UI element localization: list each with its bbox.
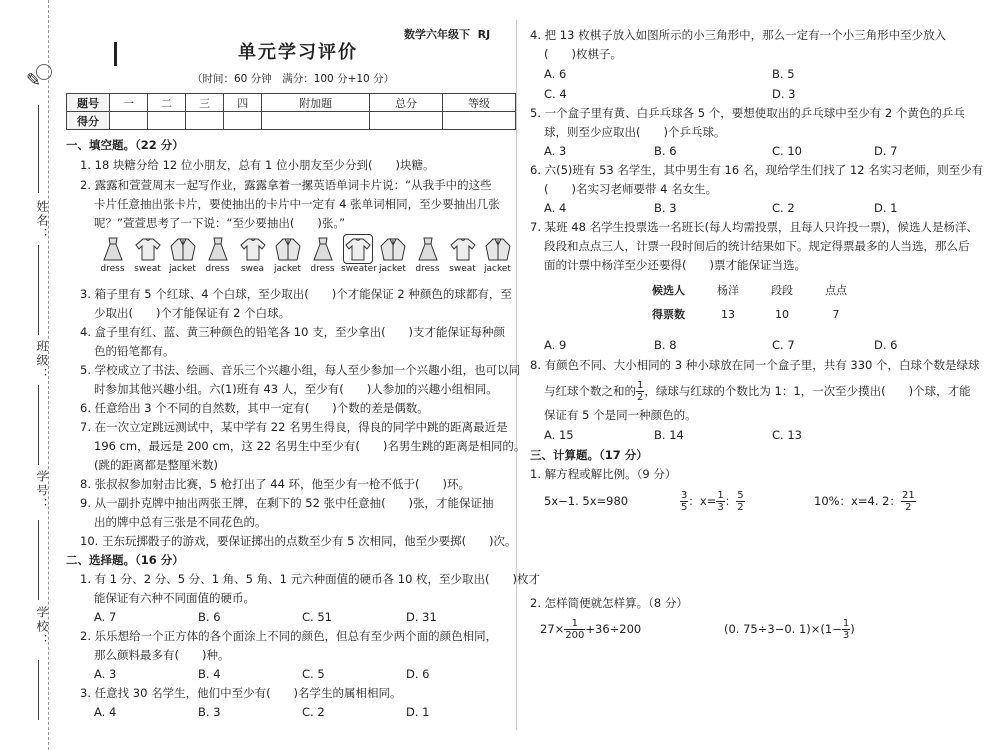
s2-q4-line2: ( )枚棋子。: [544, 47, 622, 61]
word-card: [341, 236, 377, 274]
word-card-label: jacket: [379, 264, 406, 274]
s2-q7-options: A. 9 B. 8 C. 7 D. 6: [544, 338, 898, 352]
dress-icon: [310, 236, 336, 262]
s2-q2-options: A. 3 B. 4 C. 5 D. 6: [94, 667, 430, 681]
jacket-icon: [275, 236, 301, 262]
sweat-icon: [135, 236, 161, 262]
word-cards: [96, 236, 514, 274]
s2-q2-line1: 2. 乐乐想给一个正方体的各个面涂上不同的颜色，但总有至少两个面的颜色相同，: [80, 629, 498, 643]
score-cell[interactable]: [262, 112, 370, 130]
sweat-icon: [345, 236, 371, 262]
s2-q8-options: A. 15 B. 14 C. 13: [544, 428, 802, 442]
word-card: [376, 236, 409, 274]
binding-mark: [114, 42, 117, 66]
word-card: [131, 236, 164, 274]
page-title: 单元学习评价: [238, 42, 358, 63]
word-card-label: dress: [100, 264, 125, 274]
vote-table: 候选人 杨洋 段段 点点 得票数 13 10 7: [652, 284, 847, 321]
sweat-icon: [240, 236, 266, 262]
section1-title: 一、填空题。（22 分）: [66, 138, 184, 152]
s1-q5-line2: 时参加其他兴趣小组。六(1)班有 43 人，至少有( )人参加的兴趣小组相同。: [94, 382, 498, 396]
sweat-icon: [450, 236, 476, 262]
s2-q6-line2: ( )名实习老师要带 4 名女生。: [544, 182, 718, 196]
score-cell[interactable]: [370, 112, 443, 130]
s2-q6-options: A. 4 B. 3 C. 2 D. 1: [544, 201, 898, 215]
calculation-1: 27× $\frac{1}{200}$ +36÷200: [540, 618, 642, 641]
s2-q4-options: A. 6 B. 5: [544, 67, 795, 81]
s1-q10: 10. 王东玩掷骰子的游戏，要保证掷出的点数至少有 5 次相同，他至少要掷( )次。: [80, 534, 517, 548]
class-label: 班级：: [35, 340, 49, 382]
s1-q7-line1: 7. 在一次立定跳远测试中，某中学有 22 名男生得良，得良的同学中跳的距离最近是: [80, 420, 508, 434]
s2-q4-line1: 4. 把 13 枚棋子放入如图所示的小三角形中，那么一定有一个小三角形中至少放入: [530, 28, 947, 42]
s2-q8-line3: 保证有 5 个是同一种颜色的。: [544, 408, 697, 422]
word-card-label: sweat: [134, 264, 161, 274]
sharpener-icon: [36, 64, 52, 80]
equation-2: $\frac{3}{5}$ ：x= $\frac{1}{3}$ ： $\frac{5}{2}$: [681, 490, 744, 513]
word-card-label: jacket: [169, 264, 196, 274]
dress-icon: [415, 236, 441, 262]
equation-3: 10%：x=4. 2： $\frac{21}{2}$: [814, 490, 915, 513]
s2-q5-options: A. 3 B. 6 C. 10 D. 7: [544, 144, 898, 158]
s2-q4-options-row2: C. 4 D. 3: [544, 87, 796, 101]
word-card-label: dress: [205, 264, 230, 274]
word-card: [236, 236, 269, 274]
s2-q5-line2: 球，则至少应取出( )个乒乓球。: [544, 125, 726, 139]
jacket-icon: [170, 236, 196, 262]
s2-q2-line2: 那么颜料最多有( )种。: [94, 648, 230, 662]
s3-q2: 2. 怎样简便就怎样算。（8 分）: [530, 596, 688, 610]
s1-q3-line2: 少取出( )个才能保证有 2 个白球。: [94, 306, 291, 320]
score-row2-label: 得分: [67, 112, 110, 130]
dress-icon: [100, 236, 126, 262]
s2-q7-line1: 7. 某班 48 名学生投票选一名班长(每人均需投票，且每人只许投一票)，候选人是杨洋、: [530, 220, 979, 234]
s1-q7-line3: (跳的距离都是整厘米数): [94, 458, 218, 472]
word-card: [411, 236, 444, 274]
equation-1: 5x−1. 5x=980: [544, 494, 629, 508]
s1-q4-line1: 4. 盒子里有红、蓝、黄三种颜色的铅笔各 10 支，至少拿出( )支才能保证每种颜: [80, 325, 506, 339]
page-subtitle: （时间：60 分钟 满分：100 分+10 分）: [192, 73, 395, 85]
score-cell[interactable]: [186, 112, 224, 130]
word-card: [306, 236, 339, 274]
s3-q1: 1. 解方程或解比例。（9 分）: [530, 467, 677, 481]
s2-q1-line1: 1. 有 1 分、2 分、5 分、1 角、5 角、1 元六种面值的硬币各 10 枚，至少取出( )枚才: [80, 572, 541, 586]
word-card-label: dress: [415, 264, 440, 274]
word-card: [481, 236, 514, 274]
name-label: 姓名：: [35, 200, 49, 242]
pencil-icon: ✎: [26, 70, 42, 91]
section3-title: 三、计算题。（17 分）: [530, 448, 648, 462]
score-cell[interactable]: [110, 112, 148, 130]
s1-q5-line1: 5. 学校成立了书法、绘画、音乐三个兴趣小组，每人至少参加一个兴趣小组，也可以同: [80, 363, 521, 377]
school-label: 学校：: [35, 606, 49, 648]
score-cell[interactable]: [224, 112, 262, 130]
student-no-label: 学号：: [35, 470, 49, 512]
s2-q8-line2: 与红球个数之和的 $\frac{1}{2}$ ，绿球与红球的个数比为 1：1，一次至少摸出( )个球，才能: [544, 380, 971, 403]
s2-q7-line2: 段段和点点三人，计票一段时间后的统计结果如下。规定得票最多的人当选，那么后: [544, 239, 970, 253]
s1-q6: 6. 任意给出 3 个不同的自然数，其中一定有( )个数的差是偶数。: [80, 401, 429, 415]
s2-q8-line1: 8. 有颜色不同、大小相同的 3 种小球放在同一个盒子里，共有 330 个，白球个数是绿球: [530, 358, 980, 372]
score-cell[interactable]: [443, 112, 516, 130]
word-card-label: swea: [240, 264, 265, 274]
jacket-icon: [485, 236, 511, 262]
word-card-label: jacket: [274, 264, 301, 274]
word-card-label: sweat: [449, 264, 476, 274]
s2-q3: 3. 任意找 30 名学生，他们中至少有( )名学生的属相相同。: [80, 686, 402, 700]
grade-label: 数学六年级下 RJ: [404, 28, 491, 41]
s2-q1-line2: 能保证有六种不同面值的硬币。: [94, 591, 255, 605]
s1-q2-line2: 卡片任意抽出张卡片，要使抽出的卡片中一定有 4 张单词相同，至少要抽出几张: [94, 197, 500, 211]
s2-q6-line1: 6. 六(5)班有 53 名学生，其中男生有 16 名，现给学生们找了 12 名实习老师，则至少有: [530, 163, 984, 177]
word-card: [201, 236, 234, 274]
word-card: [271, 236, 304, 274]
s2-q5-line1: 5. 一个盒子里有黄、白乒乓球各 5 个，要想使取出的乒乓球中至少有 2 个黄色的乒乓: [530, 106, 965, 120]
jacket-icon: [380, 236, 406, 262]
s1-q2-line3: 呢？”萱萱思考了一下说：“至少要抽出( )张。”: [94, 216, 346, 230]
section2-title: 二、选择题。（16 分）: [66, 553, 184, 567]
word-card: [446, 236, 479, 274]
score-cell[interactable]: [148, 112, 186, 130]
word-card: [166, 236, 199, 274]
s1-q2-line1: 2. 露露和萱萱周末一起写作业，露露拿着一摞英语单词卡片说：“从我手中的这些: [80, 178, 492, 192]
word-card-label: sweater: [341, 264, 377, 274]
s2-q7-line3: 面的计票中杨洋至少还要得( )票才能保证当选。: [544, 258, 806, 272]
score-table: 题号 一 二 三 四 附加题 总分 等级 得分: [66, 93, 516, 130]
word-card-label: dress: [310, 264, 335, 274]
s1-q4-line2: 色的铅笔都有。: [94, 344, 175, 358]
word-card-label: jacket: [484, 264, 511, 274]
s1-q9-line2: 出的牌中总有三张是不同花色的。: [94, 515, 267, 529]
word-card: [96, 236, 129, 274]
s1-q8: 8. 张叔叔参加射击比赛，5 枪打出了 44 环，他至少有一枪不低于( )环。: [80, 477, 471, 491]
s1-q3-line1: 3. 箱子里有 5 个红球、4 个白球，至少取出( )个才能保证 2 种颜色的球都有，至: [80, 287, 512, 301]
s2-q1-options: A. 7 B. 6 C. 51 D. 31: [94, 610, 437, 624]
s1-q7-line2: 196 cm，最远是 200 cm，这 22 名男生中至少有( )名男生跳的距离是相同的。: [94, 439, 526, 453]
s1-q9-line1: 9. 从一副扑克牌中抽出两张王牌，在剩下的 52 张中任意抽( )张，才能保证抽: [80, 496, 494, 510]
dress-icon: [205, 236, 231, 262]
s2-q3-options: A. 4 B. 3 C. 2 D. 1: [94, 705, 430, 719]
calculation-2: (0. 75÷3−0. 1)×(1− $\frac{1}{3}$ ): [724, 618, 855, 641]
score-row1-label: 题号: [67, 94, 110, 112]
s1-q1: 1. 18 块糖分给 12 位小朋友，总有 1 位小朋友至少分到( )块糖。: [80, 158, 435, 172]
